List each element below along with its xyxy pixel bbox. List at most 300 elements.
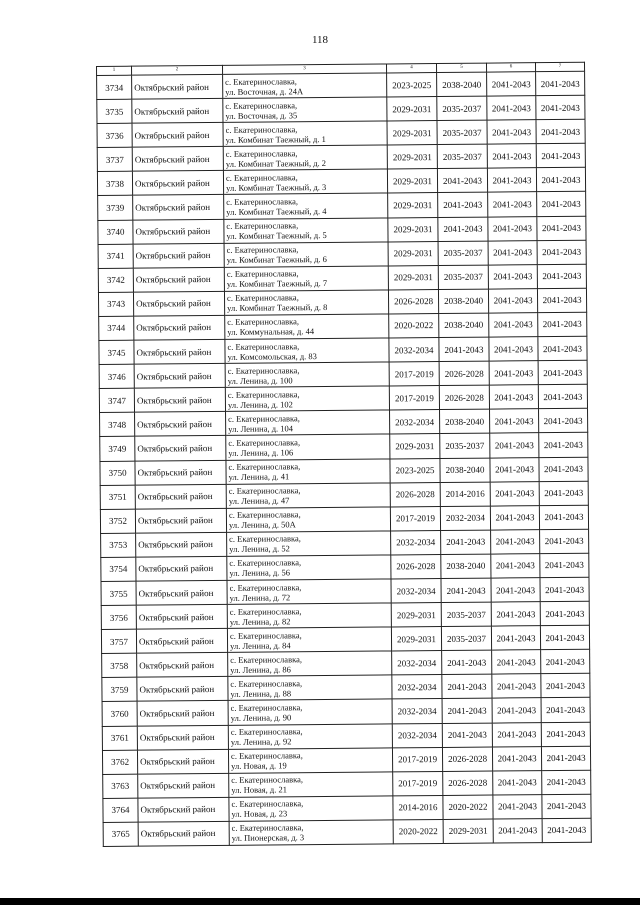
row-number: 3735 bbox=[97, 99, 132, 123]
period-cell-1: 2017-2019 bbox=[389, 362, 439, 387]
period-cell-4: 2041-2043 bbox=[541, 698, 590, 723]
period-cell-3: 2041-2043 bbox=[491, 602, 540, 627]
address-street: ул. Ленина, д. 50А bbox=[228, 519, 296, 531]
address-cell bbox=[227, 603, 391, 629]
address-cell bbox=[227, 531, 391, 557]
column-number: 3 bbox=[222, 64, 386, 74]
period-cell-1: 2017-2019 bbox=[390, 506, 440, 531]
address-street: ул. Комбинат Таежный, д. 6 bbox=[226, 254, 327, 266]
period-cell-1: 2032-2034 bbox=[389, 338, 439, 363]
period-cell-1: 2020-2022 bbox=[389, 313, 439, 338]
period-cell-2: 2041-2043 bbox=[438, 193, 488, 218]
address-cell bbox=[225, 314, 389, 340]
address-locality: с. Екатеринославка, bbox=[225, 123, 298, 135]
period-cell-3: 2041-2043 bbox=[493, 770, 542, 795]
district-cell: Октябрьский район bbox=[136, 604, 227, 629]
address-cell bbox=[223, 73, 387, 99]
address-locality: с. Екатеринославка, bbox=[226, 292, 299, 304]
period-cell-4: 2041-2043 bbox=[540, 577, 589, 602]
period-cell-3: 2041-2043 bbox=[491, 554, 540, 579]
period-cell-3: 2041-2043 bbox=[489, 385, 538, 410]
period-cell-2: 2035-2037 bbox=[438, 241, 488, 266]
period-cell-4: 2041-2043 bbox=[539, 433, 588, 458]
period-cell-3: 2041-2043 bbox=[490, 433, 539, 458]
address-locality: с. Екатеринославка, bbox=[225, 75, 297, 87]
district-cell: Октябрьский район bbox=[134, 388, 225, 413]
row-number: 3758 bbox=[102, 653, 137, 677]
column-number: 7 bbox=[535, 62, 584, 71]
period-cell-2: 2029-2031 bbox=[443, 819, 493, 844]
address-locality: с. Екатеринославка, bbox=[228, 509, 301, 521]
period-cell-2: 2020-2022 bbox=[443, 795, 493, 820]
address-locality: с. Екатеринославка, bbox=[231, 798, 304, 810]
address-locality: с. Екатеринославка, bbox=[227, 364, 300, 376]
district-cell: Октябрьский район bbox=[135, 484, 226, 509]
period-cell-3: 2041-2043 bbox=[490, 505, 539, 530]
district-cell: Октябрьский район bbox=[138, 821, 229, 846]
period-cell-1: 2017-2019 bbox=[389, 386, 439, 411]
period-cell-3: 2041-2043 bbox=[487, 96, 536, 121]
address-street: ул. Восточная, д. 24А bbox=[225, 85, 304, 97]
period-cell-4: 2041-2043 bbox=[536, 95, 585, 120]
period-cell-2: 2041-2043 bbox=[442, 699, 492, 724]
address-cell bbox=[225, 362, 389, 388]
address-cell bbox=[224, 218, 388, 244]
district-cell: Октябрьский район bbox=[132, 147, 223, 172]
period-cell-3: 2041-2043 bbox=[491, 578, 540, 603]
period-cell-4: 2041-2043 bbox=[538, 360, 587, 385]
row-number: 3745 bbox=[99, 340, 134, 364]
row-number: 3744 bbox=[99, 316, 134, 340]
address-locality: с. Екатеринославка, bbox=[228, 461, 301, 472]
period-cell-2: 2041-2043 bbox=[442, 674, 492, 699]
period-cell-1: 2032-2034 bbox=[392, 699, 442, 724]
column-number: 6 bbox=[486, 63, 535, 72]
period-cell-2: 2038-2040 bbox=[440, 409, 490, 434]
district-cell: Октябрьский район bbox=[136, 629, 227, 654]
period-cell-2: 2026-2028 bbox=[442, 747, 492, 772]
period-cell-4: 2041-2043 bbox=[538, 312, 587, 337]
period-cell-1: 2032-2034 bbox=[390, 410, 440, 435]
period-cell-2: 2041-2043 bbox=[437, 168, 487, 193]
address-locality: с. Екатеринославка, bbox=[226, 244, 299, 256]
district-cell: Октябрьский район bbox=[134, 339, 225, 364]
period-cell-3: 2041-2043 bbox=[492, 746, 541, 771]
row-number: 3752 bbox=[100, 509, 135, 533]
period-cell-2: 2041-2043 bbox=[439, 337, 489, 362]
address-cell bbox=[228, 675, 392, 701]
period-cell-1: 2014-2016 bbox=[393, 795, 443, 820]
address-cell bbox=[224, 266, 388, 292]
address-cell bbox=[223, 97, 387, 123]
period-cell-2: 2041-2043 bbox=[441, 530, 491, 555]
address-locality: с. Екатеринославка, bbox=[229, 557, 302, 569]
period-cell-3: 2041-2043 bbox=[487, 144, 536, 169]
address-locality: с. Екатеринославка, bbox=[230, 750, 303, 762]
address-street: ул. Ленина, д. 41 bbox=[228, 471, 290, 482]
address-locality: с. Екатеринославка, bbox=[226, 220, 299, 231]
period-cell-4: 2041-2043 bbox=[539, 409, 588, 434]
row-number: 3747 bbox=[99, 388, 134, 412]
period-cell-1: 2029-2031 bbox=[390, 434, 440, 459]
period-cell-3: 2041-2043 bbox=[488, 264, 537, 289]
row-number: 3743 bbox=[98, 292, 133, 316]
address-locality: с. Екатеринославка, bbox=[226, 268, 299, 280]
period-cell-1: 2023-2025 bbox=[390, 458, 440, 483]
period-cell-3: 2041-2043 bbox=[492, 650, 541, 675]
address-locality: с. Екатеринославка, bbox=[227, 389, 300, 400]
district-cell: Октябрьский район bbox=[132, 74, 223, 99]
address-street: ул. Комбинат Таежный, д. 4 bbox=[226, 206, 327, 217]
district-cell: Октябрьский район bbox=[137, 701, 228, 726]
address-street: ул. Ленина, д. 52 bbox=[229, 543, 290, 555]
period-cell-1: 2029-2031 bbox=[391, 603, 441, 628]
row-number: 3754 bbox=[101, 557, 136, 581]
row-number: 3762 bbox=[102, 750, 137, 774]
row-number: 3741 bbox=[98, 244, 133, 268]
address-locality: с. Екатеринославка, bbox=[229, 533, 301, 545]
address-cell bbox=[223, 169, 387, 195]
district-cell: Октябрьский район bbox=[135, 412, 226, 437]
period-cell-3: 2041-2043 bbox=[492, 674, 541, 699]
address-cell bbox=[228, 699, 392, 725]
period-cell-1: 2032-2034 bbox=[391, 578, 441, 603]
period-cell-1: 2029-2031 bbox=[388, 193, 438, 218]
address-cell bbox=[228, 723, 392, 749]
address-street: ул. Новая, д. 19 bbox=[231, 760, 287, 772]
row-number: 3764 bbox=[103, 798, 138, 822]
district-cell: Октябрьский район bbox=[137, 677, 228, 702]
address-cell bbox=[229, 772, 393, 798]
address-locality: с. Екатеринославка, bbox=[225, 148, 298, 159]
address-cell bbox=[228, 651, 392, 677]
period-cell-3: 2041-2043 bbox=[493, 819, 542, 844]
district-cell: Октябрьский район bbox=[133, 219, 224, 244]
column-number: 1 bbox=[97, 66, 132, 75]
period-cell-1: 2032-2034 bbox=[392, 675, 442, 700]
row-number: 3763 bbox=[103, 774, 138, 798]
district-cell: Октябрьский район bbox=[133, 291, 224, 316]
row-number: 3759 bbox=[102, 678, 137, 702]
period-cell-2: 2038-2040 bbox=[438, 289, 488, 314]
address-cell bbox=[228, 748, 392, 774]
address-locality: с. Екатеринославка, bbox=[229, 581, 302, 593]
period-cell-4: 2041-2043 bbox=[539, 457, 588, 482]
address-locality: с. Екатеринославка, bbox=[229, 629, 302, 641]
column-number: 2 bbox=[132, 65, 223, 75]
district-cell: Октябрьский район bbox=[132, 123, 223, 148]
district-cell: Октябрьский район bbox=[132, 171, 223, 196]
period-cell-1: 2026-2028 bbox=[391, 554, 441, 579]
period-cell-4: 2041-2043 bbox=[541, 649, 590, 674]
address-street: ул. Новая, д. 23 bbox=[231, 808, 288, 820]
period-cell-4: 2041-2043 bbox=[537, 288, 586, 313]
period-cell-1: 2029-2031 bbox=[387, 169, 437, 194]
period-cell-2: 2041-2043 bbox=[441, 578, 491, 603]
address-cell bbox=[223, 145, 387, 171]
address-cell bbox=[225, 338, 389, 364]
period-cell-4: 2041-2043 bbox=[540, 625, 589, 650]
address-street: ул. Ленина, д. 100 bbox=[227, 374, 293, 386]
address-cell bbox=[226, 483, 390, 509]
period-cell-1: 2017-2019 bbox=[393, 771, 443, 796]
address-street: ул. Ленина, д. 47 bbox=[228, 495, 290, 506]
district-cell: Октябрьский район bbox=[136, 580, 227, 605]
address-cell bbox=[227, 579, 391, 605]
period-cell-1: 2023-2025 bbox=[387, 73, 437, 98]
period-cell-2: 2035-2037 bbox=[437, 144, 487, 169]
period-cell-3: 2041-2043 bbox=[488, 288, 537, 313]
district-cell: Октябрьский район bbox=[137, 749, 228, 774]
period-cell-4: 2041-2043 bbox=[542, 818, 591, 843]
address-locality: с. Екатеринославка, bbox=[231, 774, 304, 786]
address-street: ул. Пионерская, д. 3 bbox=[231, 832, 305, 844]
period-cell-2: 2041-2043 bbox=[438, 217, 488, 242]
address-cell bbox=[223, 121, 387, 147]
row-number: 3737 bbox=[97, 147, 132, 171]
period-cell-1: 2029-2031 bbox=[388, 217, 438, 242]
address-locality: с. Екатеринославка, bbox=[228, 413, 300, 424]
address-locality: с. Екатеринославка, bbox=[231, 822, 304, 834]
period-cell-2: 2035-2037 bbox=[437, 96, 487, 121]
address-cell bbox=[224, 242, 388, 268]
district-cell: Октябрьский район bbox=[138, 797, 229, 822]
row-number: 3765 bbox=[103, 822, 138, 846]
period-cell-2: 2035-2037 bbox=[440, 433, 490, 458]
address-locality: с. Екатеринославка, bbox=[228, 485, 301, 496]
period-cell-1: 2029-2031 bbox=[387, 121, 437, 146]
address-cell bbox=[226, 434, 390, 460]
address-street: ул. Ленина, д. 104 bbox=[228, 423, 294, 434]
period-cell-3: 2041-2043 bbox=[487, 120, 536, 145]
period-cell-2: 2026-2028 bbox=[439, 361, 489, 386]
period-cell-2: 2032-2034 bbox=[440, 506, 490, 531]
period-cell-4: 2041-2043 bbox=[537, 192, 586, 217]
address-street: ул. Комбинат Таежный, д. 5 bbox=[226, 230, 327, 241]
page-number: 118 bbox=[311, 34, 329, 46]
period-cell-2: 2038-2040 bbox=[440, 458, 490, 483]
period-cell-3: 2041-2043 bbox=[491, 626, 540, 651]
address-street: ул. Комсомольская, д. 83 bbox=[227, 350, 317, 362]
row-number: 3751 bbox=[100, 485, 135, 509]
district-cell: Октябрьский район bbox=[136, 532, 227, 557]
address-locality: с. Екатеринославка, bbox=[227, 340, 300, 352]
period-cell-4: 2041-2043 bbox=[541, 722, 590, 747]
period-cell-3: 2041-2043 bbox=[489, 337, 538, 362]
district-cell: Октябрьский район bbox=[133, 267, 224, 292]
row-number: 3755 bbox=[101, 581, 136, 605]
row-number: 3761 bbox=[102, 726, 137, 750]
address-locality: с. Екатеринославка, bbox=[229, 605, 302, 617]
period-cell-2: 2038-2040 bbox=[441, 554, 491, 579]
address-street: ул. Ленина, д. 90 bbox=[230, 712, 292, 723]
address-cell bbox=[225, 386, 389, 412]
period-cell-1: 2029-2031 bbox=[387, 145, 437, 170]
row-number: 3736 bbox=[97, 123, 132, 147]
period-cell-3: 2041-2043 bbox=[493, 794, 542, 819]
period-cell-3: 2041-2043 bbox=[489, 313, 538, 338]
address-locality: с. Екатеринославка, bbox=[230, 726, 303, 737]
column-number: 4 bbox=[386, 64, 436, 73]
table-body bbox=[97, 71, 592, 846]
district-cell: Октябрьский район bbox=[134, 364, 225, 389]
schedule-table-wrapper bbox=[96, 62, 592, 847]
schedule-table bbox=[96, 62, 592, 847]
period-cell-1: 2029-2031 bbox=[391, 627, 441, 652]
period-cell-2: 2026-2028 bbox=[439, 385, 489, 410]
period-cell-1: 2029-2031 bbox=[387, 97, 437, 122]
address-cell bbox=[226, 507, 390, 533]
district-cell: Октябрьский район bbox=[137, 653, 228, 678]
period-cell-4: 2041-2043 bbox=[538, 384, 587, 409]
district-cell: Октябрьский район bbox=[137, 725, 228, 750]
district-cell: Октябрьский район bbox=[134, 315, 225, 340]
address-cell bbox=[227, 555, 391, 581]
period-cell-1: 2026-2028 bbox=[388, 289, 438, 314]
period-cell-4: 2041-2043 bbox=[540, 601, 589, 626]
address-street: ул. Новая, д. 21 bbox=[231, 784, 288, 796]
period-cell-2: 2026-2028 bbox=[443, 771, 493, 796]
period-cell-3: 2041-2043 bbox=[492, 698, 541, 723]
period-cell-1: 2032-2034 bbox=[392, 723, 442, 748]
period-cell-3: 2041-2043 bbox=[489, 361, 538, 386]
address-street: ул. Ленина, д. 72 bbox=[229, 591, 291, 603]
row-number: 3760 bbox=[102, 702, 137, 726]
period-cell-2: 2041-2043 bbox=[442, 650, 492, 675]
table-row bbox=[103, 818, 591, 846]
period-cell-3: 2041-2043 bbox=[488, 192, 537, 217]
row-number: 3750 bbox=[100, 461, 135, 485]
row-number: 3748 bbox=[100, 412, 135, 436]
address-street: ул. Комбинат Таежный, д. 1 bbox=[225, 133, 326, 145]
address-cell bbox=[224, 193, 388, 219]
row-number: 3753 bbox=[101, 533, 136, 557]
period-cell-1: 2029-2031 bbox=[388, 265, 438, 290]
address-street: ул. Ленина, д. 86 bbox=[230, 664, 291, 675]
address-cell bbox=[229, 796, 393, 822]
address-street: ул. Ленина, д. 92 bbox=[230, 736, 292, 747]
row-number: 3742 bbox=[98, 268, 133, 292]
district-cell: Октябрьский район bbox=[133, 243, 224, 268]
address-cell bbox=[226, 458, 390, 484]
period-cell-4: 2041-2043 bbox=[536, 119, 585, 144]
address-locality: с. Екатеринославка, bbox=[230, 678, 303, 689]
period-cell-4: 2041-2043 bbox=[536, 71, 585, 96]
district-cell: Октябрьский район bbox=[133, 195, 224, 220]
period-cell-1: 2032-2034 bbox=[392, 651, 442, 676]
district-cell: Октябрьский район bbox=[138, 773, 229, 798]
period-cell-4: 2041-2043 bbox=[538, 336, 587, 361]
row-number: 3746 bbox=[99, 364, 134, 388]
address-street: ул. Комбинат Таежный, д. 3 bbox=[226, 181, 327, 193]
row-number: 3740 bbox=[98, 220, 133, 244]
address-street: ул. Ленина, д. 56 bbox=[229, 567, 291, 579]
address-locality: с. Екатеринославка, bbox=[228, 437, 301, 448]
period-cell-4: 2041-2043 bbox=[541, 674, 590, 699]
address-street: ул. Комбинат Таежный, д. 7 bbox=[226, 278, 328, 290]
period-cell-4: 2041-2043 bbox=[540, 529, 589, 554]
district-cell: Октябрьский район bbox=[135, 460, 226, 485]
address-street: ул. Ленина, д. 106 bbox=[228, 447, 294, 458]
address-street: ул. Ленина, д. 102 bbox=[227, 399, 293, 410]
row-number: 3739 bbox=[98, 196, 133, 220]
row-number: 3738 bbox=[97, 172, 132, 196]
period-cell-3: 2041-2043 bbox=[488, 240, 537, 265]
period-cell-2: 2035-2037 bbox=[437, 120, 487, 145]
address-locality: с. Екатеринославка, bbox=[230, 654, 302, 665]
period-cell-2: 2041-2043 bbox=[442, 723, 492, 748]
district-cell: Октябрьский район bbox=[135, 508, 226, 533]
period-cell-3: 2041-2043 bbox=[490, 409, 539, 434]
period-cell-4: 2041-2043 bbox=[536, 168, 585, 193]
period-cell-3: 2041-2043 bbox=[490, 457, 539, 482]
address-locality: с. Екатеринославка, bbox=[225, 99, 298, 111]
period-cell-2: 2014-2016 bbox=[440, 482, 490, 507]
address-locality: с. Екатеринославка, bbox=[227, 316, 300, 328]
row-number: 3749 bbox=[100, 437, 135, 461]
period-cell-4: 2041-2043 bbox=[537, 264, 586, 289]
address-street: ул. Комбинат Таежный, д. 8 bbox=[227, 302, 328, 314]
address-locality: с. Екатеринославка, bbox=[226, 196, 298, 207]
address-cell bbox=[224, 290, 388, 316]
address-cell bbox=[227, 627, 391, 653]
period-cell-4: 2041-2043 bbox=[539, 481, 588, 506]
period-cell-4: 2041-2043 bbox=[541, 746, 590, 771]
period-cell-4: 2041-2043 bbox=[539, 505, 588, 530]
period-cell-3: 2041-2043 bbox=[490, 481, 539, 506]
period-cell-4: 2041-2043 bbox=[537, 216, 586, 241]
address-street: ул. Комбинат Таежный, д. 2 bbox=[225, 157, 327, 169]
period-cell-4: 2041-2043 bbox=[540, 553, 589, 578]
period-cell-2: 2035-2037 bbox=[438, 265, 488, 290]
period-cell-1: 2029-2031 bbox=[388, 241, 438, 266]
scan-edge-bar bbox=[0, 898, 640, 905]
period-cell-4: 2041-2043 bbox=[536, 144, 585, 169]
period-cell-3: 2041-2043 bbox=[491, 529, 540, 554]
row-number: 3757 bbox=[101, 629, 136, 653]
period-cell-2: 2035-2037 bbox=[441, 602, 491, 627]
address-locality: с. Екатеринославка, bbox=[230, 702, 303, 713]
period-cell-4: 2041-2043 bbox=[542, 794, 591, 819]
period-cell-1: 2026-2028 bbox=[390, 482, 440, 507]
period-cell-1: 2020-2022 bbox=[393, 819, 443, 844]
period-cell-4: 2041-2043 bbox=[542, 770, 591, 795]
address-locality: с. Екатеринославка, bbox=[225, 172, 298, 183]
address-street: ул. Коммунальная, д. 44 bbox=[227, 326, 315, 338]
row-number: 3734 bbox=[97, 75, 132, 99]
district-cell: Октябрьский район bbox=[136, 556, 227, 581]
period-cell-2: 2035-2037 bbox=[441, 626, 491, 651]
address-street: ул. Восточная, д. 35 bbox=[225, 109, 298, 121]
period-cell-1: 2032-2034 bbox=[391, 530, 441, 555]
row-number: 3756 bbox=[101, 605, 136, 629]
address-street: ул. Ленина, д. 88 bbox=[230, 688, 292, 699]
period-cell-1: 2017-2019 bbox=[392, 747, 442, 772]
period-cell-4: 2041-2043 bbox=[537, 240, 586, 265]
period-cell-2: 2038-2040 bbox=[437, 72, 487, 97]
period-cell-3: 2041-2043 bbox=[487, 168, 536, 193]
district-cell: Октябрьский район bbox=[135, 436, 226, 461]
address-cell bbox=[229, 820, 393, 846]
period-cell-3: 2041-2043 bbox=[488, 216, 537, 241]
column-number: 5 bbox=[436, 63, 486, 72]
period-cell-3: 2041-2043 bbox=[492, 722, 541, 747]
district-cell: Октябрьский район bbox=[132, 98, 223, 123]
address-cell bbox=[226, 410, 390, 436]
address-street: ул. Ленина, д. 84 bbox=[230, 640, 291, 651]
period-cell-2: 2038-2040 bbox=[439, 313, 489, 338]
address-street: ул. Ленина, д. 82 bbox=[229, 615, 291, 627]
